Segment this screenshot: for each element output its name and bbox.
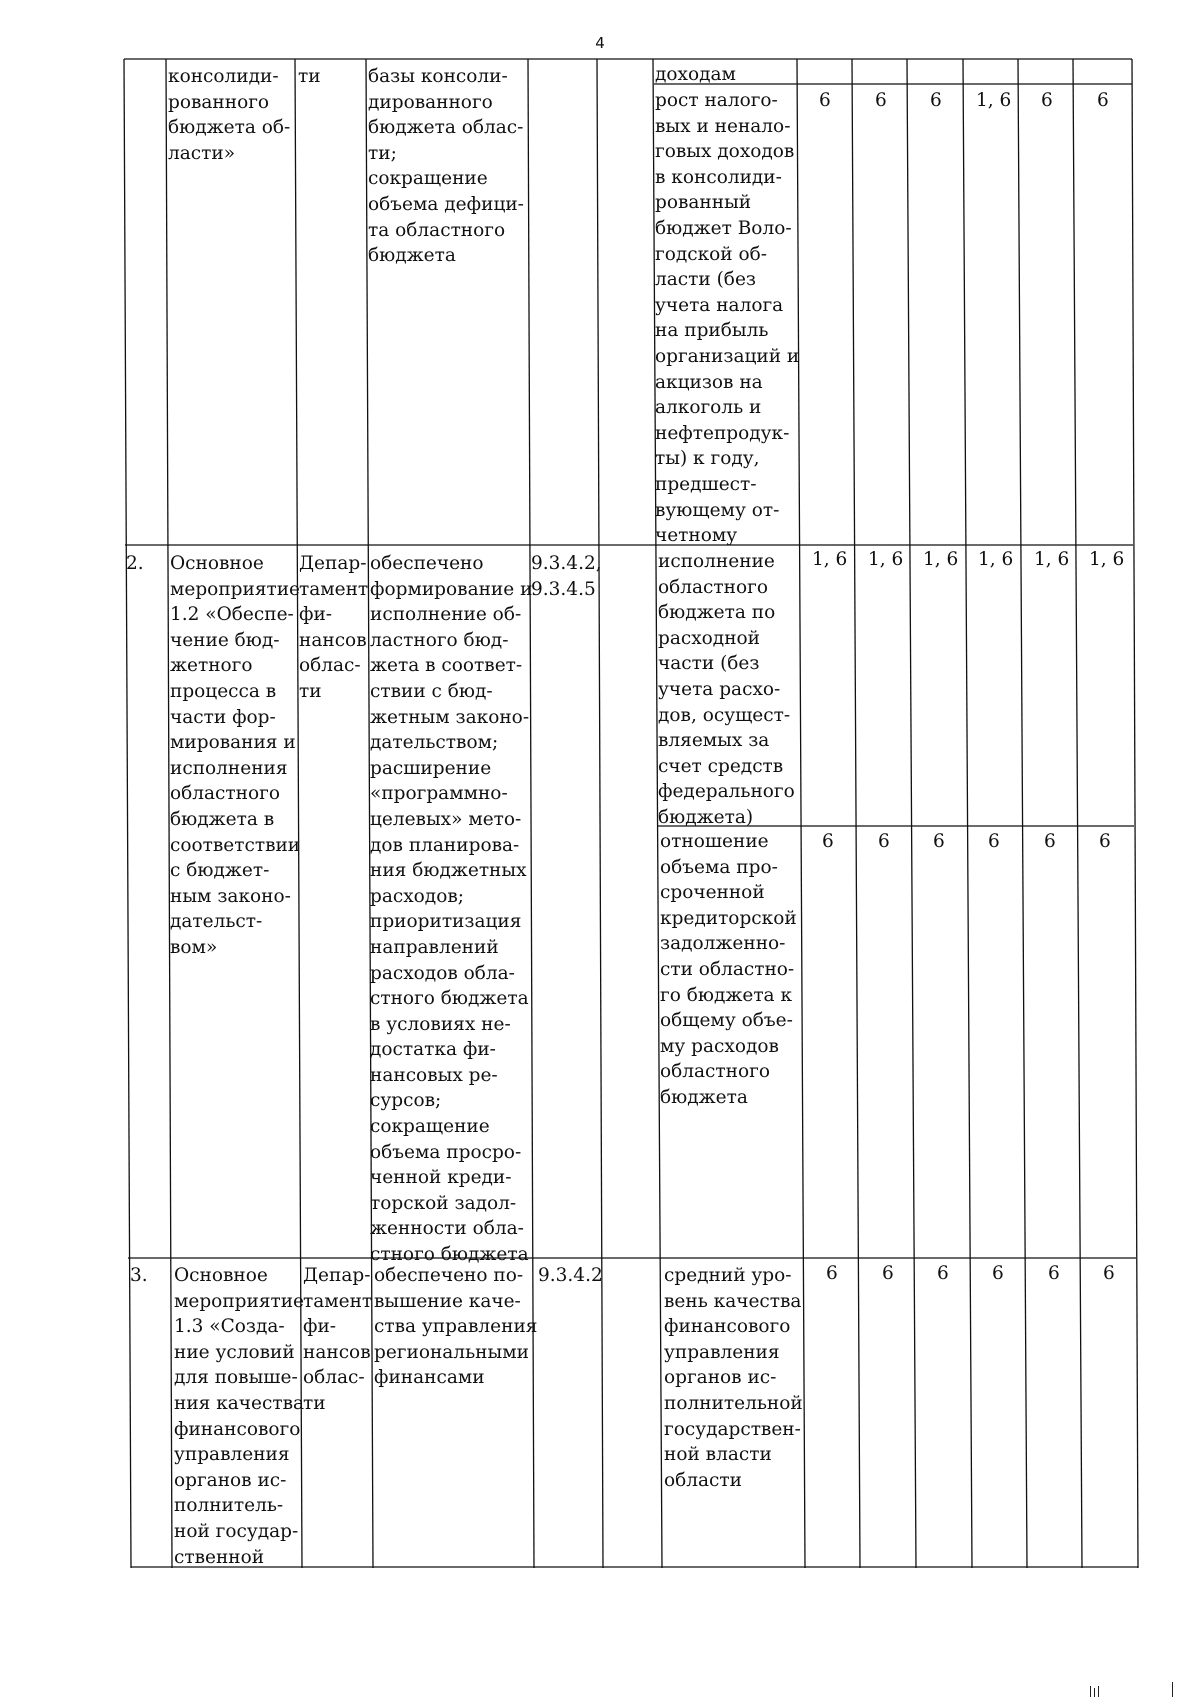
row1-value-1: 6 — [819, 90, 831, 111]
row1-value-4: 1, 6 — [976, 90, 1012, 111]
row3-code: 9.3.4.2 — [538, 1265, 603, 1286]
scan-artifact — [1090, 1686, 1091, 1697]
row2-executor: Депар- тамент фи- нансов облас- ти — [299, 553, 369, 702]
row3-activity: Основное мероприятие 1.3 «Созда- ние условий для повыше- ния качества финансового управления органов ис- полнитель- ной государ- ственной — [174, 1265, 305, 1568]
row2-ind2-value-1: 6 — [822, 831, 834, 852]
row1-executor: ти — [298, 66, 321, 87]
row2-ind2-value-3: 6 — [933, 831, 945, 852]
row1-value-6: 6 — [1097, 90, 1109, 111]
row3-executor: Депар- тамент фи- нансов облас- ти — [303, 1265, 373, 1414]
scan-artifact — [1098, 1686, 1099, 1697]
row2-ind2-value-2: 6 — [878, 831, 890, 852]
row3-value-1: 6 — [826, 1263, 838, 1284]
row2-ind1-value-3: 1, 6 — [923, 549, 959, 570]
row2-activity: Основное мероприятие 1.2 «Обеспе- чение бюд- жетного процесса в части фор- мирования и исполнения областного бюджета в соответствии с бюджет- ным законо- дательст- вом» — [170, 553, 301, 958]
row3-value-2: 6 — [882, 1263, 894, 1284]
row1-value-5: 6 — [1041, 90, 1053, 111]
row1-value-2: 6 — [875, 90, 887, 111]
row3-value-6: 6 — [1103, 1263, 1115, 1284]
scan-artifact — [1172, 1682, 1173, 1697]
row3-value-5: 6 — [1048, 1263, 1060, 1284]
row2-ind1-value-4: 1, 6 — [978, 549, 1014, 570]
row2-code: 9.3.4.2, 9.3.4.5 — [531, 553, 602, 600]
row3-number: 3. — [130, 1265, 148, 1286]
row2-ind2-value-5: 6 — [1044, 831, 1056, 852]
row3-value-4: 6 — [992, 1263, 1004, 1284]
scan-artifact — [1094, 1688, 1095, 1697]
row1-value-3: 6 — [930, 90, 942, 111]
row1-activity: консолиди- рованного бюджета об- ласти» — [168, 66, 291, 164]
row2-ind1-value-6: 1, 6 — [1089, 549, 1125, 570]
row2-ind1-value-1: 1, 6 — [812, 549, 848, 570]
row2-indicator-1-name: исполнение областного бюджета по расходной части (без учета расхо- дов, осущест- вляемых за счет средств федерального бюджета) — [658, 551, 795, 828]
row1-result: базы консоли- дированного бюджета облас- ти; сокращение объема дефици- та областного бюджета — [368, 66, 524, 267]
row2-ind1-value-2: 1, 6 — [868, 549, 904, 570]
row2-ind2-value-4: 6 — [988, 831, 1000, 852]
row1-indicator-1-name: доходам — [655, 64, 736, 85]
row3-result: обеспечено по- вышение каче- ства управления региональными финансами — [374, 1265, 538, 1389]
row2-result: обеспечено формирование и исполнение об- ластного бюд- жета в соответ- ствии с бюд- жетным законо- дательством; расширение «программно- целевых» мето- дов планирова- ния бюджетных расходов; приоритизация направлений расходов обла- стного бюджета в условиях не- достатка фи- нансовых ре- сурсов; сокращение объема просро- ченной креди- торской задол- женности обла- стного бюджета — [370, 553, 533, 1266]
row3-value-3: 6 — [937, 1263, 949, 1284]
row2-indicator-2-name: отношение объема про- сроченной кредиторской задолженно- сти областно- го бюджета к общему объе- му расходов областного бюджета — [660, 831, 797, 1108]
row3-indicator-1-name: средний уро- вень качества финансового управления органов ис- полнительной государствен- ной власти области — [664, 1265, 803, 1491]
page-number: 4 — [595, 34, 605, 52]
row2-ind1-value-5: 1, 6 — [1034, 549, 1070, 570]
row1-indicator-2-name: рост налого- вых и ненало- говых доходов в консолиди- рованный бюджет Воло- годской об- ласти (без учета налога на прибыль организаций и акцизов на алкоголь и нефтепродук- ты) к году, предшест- вующему от- четному — [655, 90, 800, 547]
row2-number: 2. — [126, 553, 144, 574]
row2-ind2-value-6: 6 — [1099, 831, 1111, 852]
